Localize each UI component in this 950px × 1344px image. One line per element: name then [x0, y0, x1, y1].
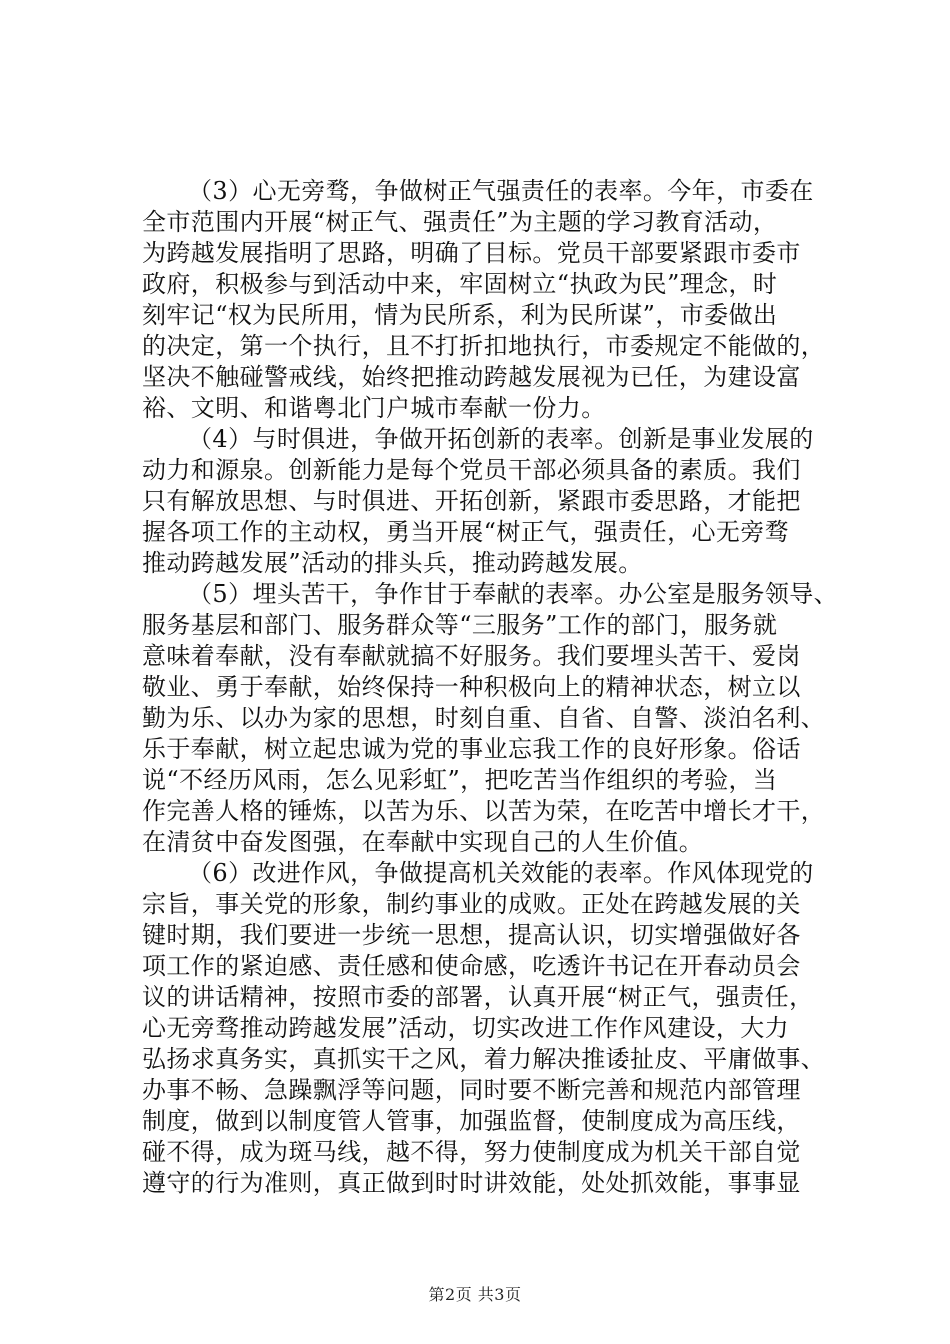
text-line: 握各项工作的主动权，勇当开展“树正气，强责任，心无旁骛 [142, 518, 790, 546]
text-line: 心无旁骛推动跨越发展”活动，切实改进工作作风建设，大力 [142, 1014, 790, 1042]
text-line: 裕、文明、和谐粤北门户城市奉献一份力。 [142, 394, 606, 422]
text-line: 政府，积极参与到活动中来，牢固树立“执政为民”理念，时 [142, 270, 778, 298]
text-line: 项工作的紧迫感、责任感和使命感，吃透许书记在开春动员会 [142, 952, 801, 980]
text-line: 服务基层和部门、服务群众等“三服务”工作的部门，服务就 [142, 611, 778, 639]
text-line: 办事不畅、急躁飘浮等问题，同时要不断完善和规范内部管理 [142, 1076, 801, 1104]
text-line: 作完善人格的锤炼，以苦为乐、以苦为荣，在吃苦中增长才干， [142, 797, 826, 825]
text-line: （4）与时俱进，争做开拓创新的表率。创新是事业发展的 [188, 425, 814, 453]
text-line: 推动跨越发展”活动的排头兵，推动跨越发展。 [142, 549, 643, 577]
text-line: 动力和源泉。创新能力是每个党员干部必须具备的素质。我们 [142, 456, 801, 484]
text-line: 只有解放思想、与时俱进、开拓创新，紧跟市委思路，才能把 [142, 487, 801, 515]
text-line: 勤为乐、以办为家的思想，时刻自重、自省、自警、淡泊名利、 [142, 704, 826, 732]
text-line: 全市范围内开展“树正气、强责任”为主题的学习教育活动， [142, 208, 778, 236]
text-line: 在清贫中奋发图强，在奉献中实现自己的人生价值。 [142, 828, 704, 856]
text-line: 的决定，第一个执行，且不打折扣地执行，市委规定不能做的， [142, 332, 826, 360]
document-body [142, 176, 839, 1199]
text-line: 弘扬求真务实，真抓实干之风，着力解决推诿扯皮、平庸做事、 [142, 1045, 826, 1073]
paragraph-4 [142, 424, 828, 579]
paragraph-6 [142, 858, 828, 1199]
text-line: 意味着奉献，没有奉献就搞不好服务。我们要埋头苦干、爱岗 [142, 642, 801, 670]
text-line: （3）心无旁骛，争做树正气强责任的表率。今年，市委在 [188, 177, 814, 205]
text-line: 说“不经历风雨，怎么见彩虹”，把吃苦当作组织的考验，当 [142, 766, 778, 794]
text-line: 坚决不触碰警戒线，始终把推动跨越发展视为已任，为建设富 [142, 363, 801, 391]
text-line: 键时期，我们要进一步统一思想，提高认识，切实增强做好各 [142, 921, 801, 949]
paragraph-3 [142, 176, 828, 424]
text-line: 宗旨，事关党的形象，制约事业的成败。正处在跨越发展的关 [142, 890, 801, 918]
text-line: 乐于奉献，树立起忠诚为党的事业忘我工作的良好形象。俗话 [142, 735, 801, 763]
text-line: 碰不得，成为斑马线，越不得，努力使制度成为机关干部自觉 [142, 1138, 801, 1166]
text-line: 制度，做到以制度管人管事，加强监督，使制度成为高压线， [142, 1107, 801, 1135]
paragraph-5 [142, 579, 839, 858]
text-line: 为跨越发展指明了思路，明确了目标。党员干部要紧跟市委市 [142, 239, 801, 267]
page-footer [0, 1282, 950, 1305]
page-number: 第2页 共3页 [428, 1285, 522, 1304]
text-line: 敬业、勇于奉献，始终保持一种积极向上的精神状态，树立以 [142, 673, 801, 701]
text-line: 刻牢记“权为民所用，情为民所系，利为民所谋”，市委做出 [142, 301, 778, 329]
text-line: 遵守的行为准则，真正做到时时讲效能，处处抓效能，事事显 [142, 1169, 801, 1197]
text-line: （6）改进作风，争做提高机关效能的表率。作风体现党的 [188, 859, 814, 887]
text-line: 议的讲话精神，按照市委的部署，认真开展“树正气，强责任， [142, 983, 814, 1011]
text-line: （5）埋头苦干，争作甘于奉献的表率。办公室是服务领导、 [188, 580, 839, 608]
